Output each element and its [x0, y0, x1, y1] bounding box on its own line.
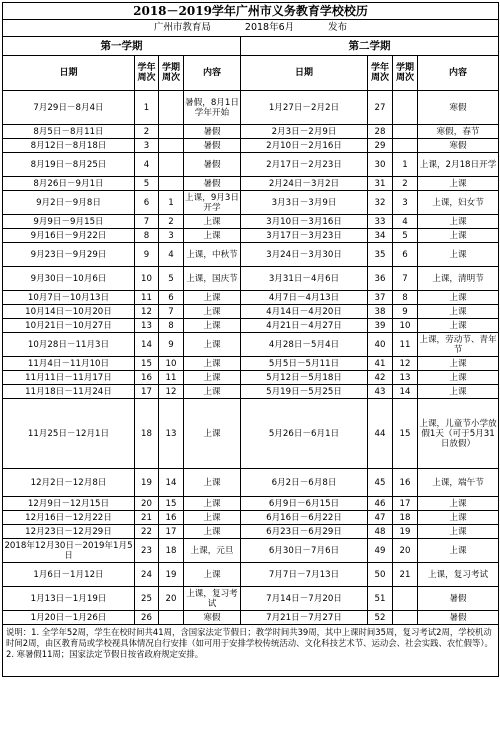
header-content: 内容	[418, 56, 499, 91]
sem2-date-cell: 1月27日－2月2日	[241, 91, 368, 125]
sem2-date-cell: 6月9日－6月15日	[241, 497, 368, 511]
table-row	[3, 611, 499, 625]
issuer-line	[3, 20, 499, 37]
table-row	[3, 153, 499, 177]
sem2-week-term-cell: 20	[393, 539, 418, 563]
sem2-content-cell: 上课	[418, 319, 499, 333]
sem2-week-term-cell: 4	[393, 215, 418, 229]
table-row	[3, 243, 499, 267]
sem1-date-cell: 8月12日－8月18日	[3, 139, 135, 153]
sem1-week-year-cell: 22	[135, 525, 159, 539]
sem1-week-term-cell: 19	[159, 563, 184, 587]
sem1-content-cell: 上课，9月3日开学	[185, 192, 239, 213]
sem2-date-cell: 4月14日－4月20日	[241, 305, 368, 319]
sem2-content-cell: 上课	[418, 357, 499, 371]
sem2-date-cell: 5月12日－5月18日	[241, 371, 368, 385]
sem2-week-term-cell: 5	[393, 229, 418, 243]
table-row	[3, 91, 499, 125]
sem1-week-term-cell: 17	[159, 525, 184, 539]
sem1-week-year-cell: 25	[135, 587, 159, 611]
sem1-content-cell: 上课	[184, 357, 241, 371]
sem1-content-cell: 寒假	[184, 611, 241, 625]
sem1-date-cell: 8月19日－8月25日	[3, 153, 135, 177]
sem2-date-cell: 2月17日－2月23日	[241, 153, 368, 177]
sem2-week-year-cell: 32	[368, 191, 393, 215]
sem2-date-cell: 3月31日－4月6日	[241, 267, 368, 291]
table-row	[3, 319, 499, 333]
sem1-week-term-cell: 20	[159, 587, 184, 611]
sem2-week-term-cell: 14	[393, 385, 418, 399]
sem2-week-year-cell: 44	[368, 399, 393, 469]
table-row	[3, 525, 499, 539]
sem2-content-cell: 上课	[418, 497, 499, 511]
table-row	[3, 539, 499, 563]
sem1-date-cell: 9月23日－9月29日	[3, 243, 135, 267]
table-row	[3, 587, 499, 611]
sem1-week-term-cell	[159, 177, 184, 191]
sem1-content-cell: 上课	[184, 399, 241, 469]
sem2-week-year-cell: 31	[368, 177, 393, 191]
header-week-term: 学期周次	[393, 56, 418, 91]
header-date: 日期	[241, 56, 368, 91]
table-row	[3, 267, 499, 291]
sem1-week-year-cell: 20	[135, 497, 159, 511]
sem1-week-year-cell: 6	[135, 191, 159, 215]
sem1-content-cell: 上课	[184, 215, 241, 229]
sem2-week-year-cell: 49	[368, 539, 393, 563]
sem2-week-term-cell	[393, 139, 418, 153]
sem2-content-cell: 寒假	[418, 91, 499, 125]
sem1-content-cell: 上课	[184, 319, 241, 333]
sem2-week-year-cell: 46	[368, 497, 393, 511]
sem2-content-cell: 上课	[418, 291, 499, 305]
sem1-week-year-cell: 23	[135, 539, 159, 563]
sem2-week-term-cell: 12	[393, 357, 418, 371]
sem2-content-cell: 上课，2月18日开学	[418, 153, 499, 177]
sem2-week-term-cell: 17	[393, 497, 418, 511]
sem1-date-cell: 8月5日－8月11日	[3, 125, 135, 139]
sem1-week-year-cell: 10	[135, 267, 159, 291]
header-week-year: 学年周次	[368, 56, 393, 91]
sem2-week-term-cell: 13	[393, 371, 418, 385]
sem1-content-cell: 暑假	[184, 153, 241, 177]
sem2-content-cell: 上课	[418, 229, 499, 243]
sem1-date-cell: 12月2日－12月8日	[3, 469, 135, 497]
sem2-week-term-cell: 3	[393, 191, 418, 215]
table-row	[3, 399, 499, 469]
sem2-content-cell: 上课	[418, 215, 499, 229]
sem2-date-cell: 7月21日－7月27日	[241, 611, 368, 625]
table-row	[3, 229, 499, 243]
sem1-date-cell: 2018年12月30日－2019年1月5日	[4, 540, 133, 561]
sem2-week-year-cell: 35	[368, 243, 393, 267]
sem1-date-cell: 12月9日－12月15日	[3, 497, 135, 511]
issuer: 广州市教育局	[153, 22, 211, 33]
sem1-date-cell: 10月7日－10月13日	[3, 291, 135, 305]
sem2-date-cell: 2月24日－3月2日	[241, 177, 368, 191]
sem2-date-cell: 2月10日－2月16日	[241, 139, 368, 153]
sem1-content-cell: 上课，元旦	[184, 539, 241, 563]
sem1-date-cell: 10月28日－11月3日	[3, 333, 135, 357]
sem2-week-year-cell: 34	[368, 229, 393, 243]
sem1-content-cell: 上课	[184, 469, 241, 497]
sem2-date-cell: 2月3日－2月9日	[241, 125, 368, 139]
sem2-content-cell: 暑假	[418, 611, 499, 625]
sem2-week-term-cell	[393, 91, 418, 125]
sem1-week-term-cell: 16	[159, 511, 184, 525]
table-row	[3, 511, 499, 525]
table-row	[3, 357, 499, 371]
sem1-date-cell: 9月16日－9月22日	[3, 229, 135, 243]
table-row	[3, 371, 499, 385]
sem2-date-cell: 4月28日－5月4日	[241, 333, 368, 357]
school-calendar-table	[2, 2, 499, 677]
sem1-week-term-cell: 15	[159, 497, 184, 511]
sem2-week-year-cell: 37	[368, 291, 393, 305]
sem2-content-cell: 上课	[418, 305, 499, 319]
sem1-week-term-cell: 10	[159, 357, 184, 371]
sem1-week-year-cell: 1	[135, 91, 159, 125]
sem1-week-year-cell: 2	[135, 125, 159, 139]
sem1-week-term-cell: 9	[159, 333, 184, 357]
sem2-date-cell: 5月19日－5月25日	[241, 385, 368, 399]
sem1-week-term-cell: 6	[159, 291, 184, 305]
table-row	[3, 333, 499, 357]
sem2-week-year-cell: 43	[368, 385, 393, 399]
sem1-date-cell: 9月30日－10月6日	[3, 267, 135, 291]
sem1-content-cell: 上课	[184, 497, 241, 511]
sem2-content-cell: 上课	[418, 511, 499, 525]
sem2-content-cell: 寒假	[418, 139, 499, 153]
header-date: 日期	[3, 56, 135, 91]
sem2-week-term-cell: 19	[393, 525, 418, 539]
sem2-week-year-cell: 41	[368, 357, 393, 371]
footnote: 说明：1. 全学年52周，学生在校时间共41周，含国家法定节假日；教学时间共39周，其中上课时间35周，复习考试2周，学校机动时间2周，由区教育局或学校视具体情况自行安排（如可用于安排学校传统活动、文化科技艺术节、运动会、社会实践、农忙假等）。2. 寒暑假11周；国家法定节假日按省政府规定安排。	[3, 625, 499, 677]
sem1-week-term-cell: 14	[159, 469, 184, 497]
sem2-week-year-cell: 27	[368, 91, 393, 125]
sem1-date-cell: 7月29日－8月4日	[3, 91, 135, 125]
table-row	[3, 191, 499, 215]
page-title: 2018－2019学年广州市义务教育学校校历	[3, 3, 499, 20]
sem1-content-cell: 暑假，8月1日学年开始	[184, 91, 241, 125]
header-week-term: 学期周次	[159, 56, 184, 91]
header-content: 内容	[184, 56, 241, 91]
sem1-week-term-cell: 12	[159, 385, 184, 399]
sem1-week-year-cell: 14	[135, 333, 159, 357]
sem1-week-term-cell: 13	[159, 399, 184, 469]
sem2-date-cell: 6月2日－6月8日	[241, 469, 368, 497]
table-row	[3, 469, 499, 497]
sem1-date-cell: 8月26日－9月1日	[3, 177, 135, 191]
sem1-content-cell: 上课，中秋节	[184, 243, 241, 267]
sem2-week-year-cell: 28	[368, 125, 393, 139]
sem2-week-term-cell: 7	[393, 267, 418, 291]
sem2-content-cell: 上课，劳动节、青年节	[419, 334, 497, 355]
sem2-content-cell: 上课，清明节	[418, 267, 499, 291]
sem1-week-term-cell	[159, 611, 184, 625]
sem2-content-cell: 上课	[418, 385, 499, 399]
sem1-week-year-cell: 21	[135, 511, 159, 525]
table-row	[3, 125, 499, 139]
sem1-date-cell: 10月21日－10月27日	[3, 319, 135, 333]
sem2-week-year-cell: 30	[368, 153, 393, 177]
sem2-week-year-cell: 52	[368, 611, 393, 625]
sem2-date-cell: 6月23日－6月29日	[241, 525, 368, 539]
sem1-week-year-cell: 16	[135, 371, 159, 385]
sem2-week-year-cell: 47	[368, 511, 393, 525]
sem2-week-term-cell: 2	[393, 177, 418, 191]
sem1-week-year-cell: 18	[135, 399, 159, 469]
sem1-week-year-cell: 12	[135, 305, 159, 319]
table-row	[3, 305, 499, 319]
sem1-week-year-cell: 17	[135, 385, 159, 399]
sem2-week-year-cell: 38	[368, 305, 393, 319]
sem2-date-cell: 4月7日－4月13日	[241, 291, 368, 305]
sem2-date-cell: 3月10日－3月16日	[241, 215, 368, 229]
sem2-date-cell: 6月30日－7月6日	[241, 539, 368, 563]
sem1-week-year-cell: 5	[135, 177, 159, 191]
sem1-content-cell: 上课	[184, 305, 241, 319]
sem2-week-term-cell: 18	[393, 511, 418, 525]
table-row	[3, 139, 499, 153]
table-row	[3, 385, 499, 399]
sem1-week-year-cell: 8	[135, 229, 159, 243]
table-row	[3, 291, 499, 305]
sem1-content-cell: 上课，复习考试	[184, 587, 241, 611]
sem2-week-term-cell	[393, 611, 418, 625]
sem2-date-cell: 4月21日－4月27日	[241, 319, 368, 333]
sem1-week-term-cell: 8	[159, 319, 184, 333]
sem2-week-year-cell: 39	[368, 319, 393, 333]
publish-label: 发布	[328, 22, 348, 33]
sem2-content-cell: 上课	[418, 177, 499, 191]
table-row	[3, 215, 499, 229]
sem1-date-cell: 9月2日－9月8日	[3, 191, 135, 215]
sem2-week-year-cell: 50	[368, 563, 393, 587]
sem2-week-term-cell	[393, 587, 418, 611]
table-row	[3, 177, 499, 191]
sem2-week-term-cell: 1	[393, 153, 418, 177]
sem1-date-cell: 9月9日－9月15日	[3, 215, 135, 229]
sem2-content-cell: 上课	[418, 243, 499, 267]
sem2-week-year-cell: 42	[368, 371, 393, 385]
sem1-week-term-cell: 4	[159, 243, 184, 267]
sem1-week-term-cell	[159, 139, 184, 153]
sem1-date-cell: 1月20日－1月26日	[3, 611, 135, 625]
sem2-week-term-cell: 8	[393, 291, 418, 305]
sem2-date-cell: 6月16日－6月22日	[241, 511, 368, 525]
sem1-week-year-cell: 11	[135, 291, 159, 305]
sem2-week-year-cell: 29	[368, 139, 393, 153]
sem1-week-term-cell: 5	[159, 267, 184, 291]
sem2-week-term-cell: 10	[393, 319, 418, 333]
sem2-week-term-cell: 9	[393, 305, 418, 319]
sem2-content-cell: 上课	[418, 371, 499, 385]
sem1-week-term-cell: 3	[159, 229, 184, 243]
sem1-date-cell: 11月4日－11月10日	[3, 357, 135, 371]
sem1-content-cell: 上课	[184, 385, 241, 399]
sem1-content-cell: 暑假	[184, 125, 241, 139]
sem2-content-cell: 上课，复习考试	[418, 563, 499, 587]
sem1-week-year-cell: 19	[135, 469, 159, 497]
sem1-week-term-cell	[159, 91, 184, 125]
sem1-date-cell: 11月11日－11月17日	[3, 371, 135, 385]
sem1-week-year-cell: 3	[135, 139, 159, 153]
sem1-content-cell: 上课	[184, 563, 241, 587]
sem2-week-term-cell: 11	[393, 333, 418, 357]
sem1-week-year-cell: 15	[135, 357, 159, 371]
sem2-week-year-cell: 51	[368, 587, 393, 611]
sem2-week-term-cell: 16	[393, 469, 418, 497]
sem1-week-term-cell: 18	[159, 539, 184, 563]
sem2-date-cell: 7月7日－7月13日	[241, 563, 368, 587]
sem1-date-cell: 1月13日－1月19日	[3, 587, 135, 611]
sem1-content-cell: 上课	[184, 291, 241, 305]
sem1-content-cell: 暑假	[184, 139, 241, 153]
sem1-date-cell: 11月25日－12月1日	[3, 399, 135, 469]
sem1-week-year-cell: 24	[135, 563, 159, 587]
sem2-week-year-cell: 40	[368, 333, 393, 357]
sem2-week-year-cell: 45	[368, 469, 393, 497]
table-row	[3, 563, 499, 587]
sem2-week-term-cell: 15	[393, 399, 418, 469]
sem1-date-cell: 11月18日－11月24日	[3, 385, 135, 399]
sem2-date-cell: 5月26日－6月1日	[241, 399, 368, 469]
semester-1-heading: 第一学期	[3, 37, 241, 56]
sem1-week-term-cell: 1	[159, 191, 184, 215]
sem2-content-cell: 寒假，春节	[418, 125, 499, 139]
sem1-date-cell: 1月6日－1月12日	[3, 563, 135, 587]
sem1-week-term-cell: 7	[159, 305, 184, 319]
sem1-content-cell: 上课	[184, 511, 241, 525]
sem2-date-cell: 3月17日－3月23日	[241, 229, 368, 243]
sem1-week-year-cell: 7	[135, 215, 159, 229]
sem1-week-term-cell	[159, 153, 184, 177]
sem1-week-year-cell: 13	[135, 319, 159, 333]
sem2-content-cell: 上课，端午节	[418, 469, 499, 497]
sem2-content-cell: 上课	[418, 539, 499, 563]
sem2-date-cell: 7月14日－7月20日	[241, 587, 368, 611]
sem2-content-cell: 上课	[418, 525, 499, 539]
sem1-week-term-cell: 2	[159, 215, 184, 229]
sem2-week-term-cell: 21	[393, 563, 418, 587]
sem1-date-cell: 12月23日－12月29日	[3, 525, 135, 539]
sem2-content-cell: 上课，妇女节	[418, 191, 499, 215]
sem1-week-term-cell	[159, 125, 184, 139]
sem1-week-year-cell: 26	[135, 611, 159, 625]
sem2-week-year-cell: 48	[368, 525, 393, 539]
issue-date: 2018年6月	[244, 22, 295, 33]
sem2-week-year-cell: 36	[368, 267, 393, 291]
sem1-content-cell: 上课	[184, 525, 241, 539]
sem1-content-cell: 上课	[184, 371, 241, 385]
semester-2-heading: 第二学期	[241, 37, 499, 56]
sem1-content-cell: 上课，国庆节	[184, 267, 241, 291]
sem1-content-cell: 上课	[184, 229, 241, 243]
table-row	[3, 497, 499, 511]
sem1-content-cell: 上课	[184, 333, 241, 357]
sem2-date-cell: 5月5日－5月11日	[241, 357, 368, 371]
sem2-content-cell: 暑假	[418, 587, 499, 611]
sem2-week-term-cell	[393, 125, 418, 139]
sem1-week-term-cell: 11	[159, 371, 184, 385]
sem1-date-cell: 10月14日－10月20日	[3, 305, 135, 319]
sem2-week-term-cell: 6	[393, 243, 418, 267]
sem1-week-year-cell: 9	[135, 243, 159, 267]
sem2-date-cell: 3月3日－3月9日	[241, 191, 368, 215]
sem2-date-cell: 3月24日－3月30日	[241, 243, 368, 267]
sem1-content-cell: 暑假	[184, 177, 241, 191]
sem2-week-year-cell: 33	[368, 215, 393, 229]
header-week-year: 学年周次	[135, 56, 159, 91]
sem1-date-cell: 12月16日－12月22日	[3, 511, 135, 525]
sem2-content-cell: 上课，儿童节小学放假1天（可于5月31日放假）	[418, 399, 499, 469]
sem1-week-year-cell: 4	[135, 153, 159, 177]
